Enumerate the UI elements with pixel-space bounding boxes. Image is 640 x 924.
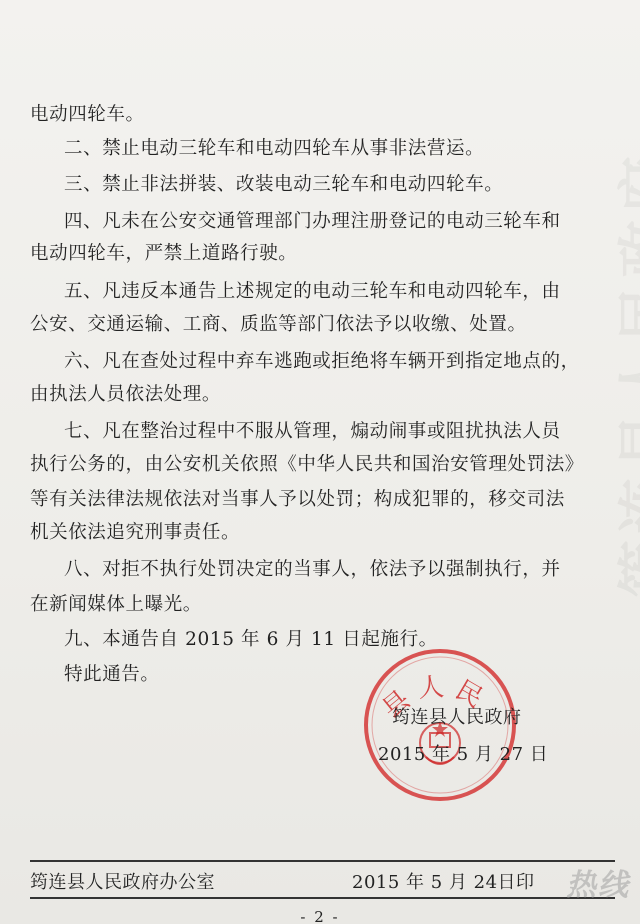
body-line: 八、对拒不执行处罚决定的当事人，依法予以强制执行，并 (64, 559, 561, 580)
footer-rule-bottom (30, 897, 615, 899)
body-line: 电动四轮车，严禁上道路行驶。 (30, 243, 298, 264)
signature-date: 2015 年 5 月 27 日 (378, 744, 549, 765)
body-line: 由执法人员依法处理。 (30, 384, 222, 405)
body-line: 执行公务的，由公安机关依照《中华人民共和国治安管理处罚法》 (30, 454, 584, 475)
body-line: 等有关法律法规依法对当事人予以处罚；构成犯罪的，移交司法 (30, 489, 565, 510)
body-line: 六、凡在查处过程中弃车逃跑或拒绝将车辆开到指定地点的， (64, 351, 580, 372)
seal-text: 县人民 (376, 671, 495, 725)
page-number: - 2 - (300, 908, 340, 924)
body-line: 机关依法追究刑事责任。 (30, 522, 241, 543)
body-line: 七、凡在整治过程中不服从管理，煽动闹事或阻扰执法人员 (64, 421, 561, 442)
footer-rule-top (30, 860, 615, 862)
body-line: 特此通告。 (64, 664, 160, 685)
body-line: 电动四轮车。 (30, 104, 145, 125)
body-line: 九、本通告自 2015 年 6 月 11 日起施行。 (64, 629, 438, 650)
body-line: 二、禁止电动三轮车和电动四轮车从事非法营运。 (64, 138, 485, 159)
body-line: 公安、交通运输、工商、质监等部门依法予以收缴、处置。 (30, 314, 527, 335)
watermark: 热线 (566, 868, 630, 903)
footer-date: 2015 年 5 月 24日印 (352, 872, 535, 893)
footer-office: 筠连县人民政府办公室 (30, 872, 215, 893)
body-line: 在新闻媒体上曝光。 (30, 594, 202, 615)
body-line: 三、禁止非法拼装、改装电动三轮车和电动四轮车。 (64, 174, 504, 195)
body-line: 五、凡违反本通告上述规定的电动三轮车和电动四轮车，由 (64, 281, 561, 302)
body-line: 四、凡未在公安交通管理部门办理注册登记的电动三轮车和 (64, 211, 561, 232)
signature-org: 筠连县人民政府 (392, 707, 522, 728)
